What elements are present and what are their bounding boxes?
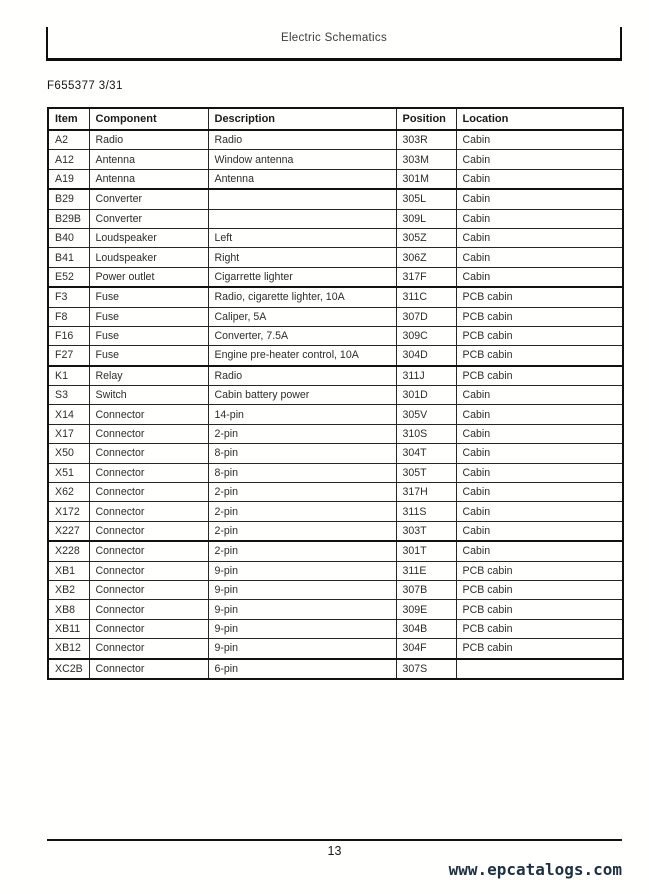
table-row: [48, 600, 623, 619]
cell-component: Fuse: [89, 287, 208, 307]
table-row: [48, 619, 623, 638]
cell-component: Radio: [89, 130, 208, 150]
cell-location: Cabin: [456, 169, 623, 189]
cell-location: PCB cabin: [456, 619, 623, 638]
cell-item: A12: [48, 150, 89, 169]
cell-location: Cabin: [456, 267, 623, 287]
cell-location: PCB cabin: [456, 307, 623, 326]
cell-description: Radio: [208, 366, 396, 386]
table-row: [48, 150, 623, 169]
cell-description: 9-pin: [208, 580, 396, 599]
cell-component: Fuse: [89, 346, 208, 366]
cell-location: Cabin: [456, 502, 623, 521]
cell-component: Switch: [89, 386, 208, 405]
cell-description: Window antenna: [208, 150, 396, 169]
table-row: [48, 386, 623, 405]
cell-location: PCB cabin: [456, 366, 623, 386]
cell-item: XC2B: [48, 659, 89, 679]
footer-divider: [47, 839, 622, 841]
table-row: [48, 639, 623, 659]
cell-position: 317H: [396, 483, 456, 502]
cell-position: 301D: [396, 386, 456, 405]
table-row: [48, 248, 623, 267]
table-row: [48, 307, 623, 326]
cell-component: Connector: [89, 463, 208, 482]
page-header: [46, 27, 622, 61]
table-row: [48, 130, 623, 150]
table-row: [48, 228, 623, 247]
col-header-position: Position: [396, 108, 456, 130]
col-header-location: Location: [456, 108, 623, 130]
cell-position: 305T: [396, 463, 456, 482]
cell-location: PCB cabin: [456, 561, 623, 580]
cell-component: Connector: [89, 502, 208, 521]
table-row: [48, 463, 623, 482]
table-row: [48, 326, 623, 345]
cell-component: Loudspeaker: [89, 248, 208, 267]
cell-item: XB8: [48, 600, 89, 619]
cell-item: A2: [48, 130, 89, 150]
cell-description: 2-pin: [208, 483, 396, 502]
cell-position: 307S: [396, 659, 456, 679]
cell-position: 305L: [396, 189, 456, 209]
cell-description: 2-pin: [208, 541, 396, 561]
cell-component: Connector: [89, 405, 208, 424]
cell-position: 311C: [396, 287, 456, 307]
cell-location: Cabin: [456, 150, 623, 169]
cell-description: 9-pin: [208, 619, 396, 638]
cell-position: 310S: [396, 424, 456, 443]
cell-item: F27: [48, 346, 89, 366]
cell-description: [208, 189, 396, 209]
cell-description: 8-pin: [208, 463, 396, 482]
cell-location: Cabin: [456, 483, 623, 502]
cell-position: 301T: [396, 541, 456, 561]
col-header-item: Item: [48, 108, 89, 130]
cell-position: 303T: [396, 521, 456, 541]
cell-description: 8-pin: [208, 444, 396, 463]
cell-description: Engine pre-heater control, 10A: [208, 346, 396, 366]
table-body: [48, 130, 623, 679]
cell-description: 2-pin: [208, 424, 396, 443]
doc-ref: F655377 3/31: [47, 80, 123, 92]
cell-item: B40: [48, 228, 89, 247]
cell-location: Cabin: [456, 521, 623, 541]
col-header-description: Description: [208, 108, 396, 130]
cell-item: B29B: [48, 209, 89, 228]
cell-location: Cabin: [456, 424, 623, 443]
cell-description: [208, 209, 396, 228]
cell-position: 303M: [396, 150, 456, 169]
cell-description: 9-pin: [208, 561, 396, 580]
cell-position: 304F: [396, 639, 456, 659]
cell-position: 301M: [396, 169, 456, 189]
cell-item: X228: [48, 541, 89, 561]
cell-component: Antenna: [89, 150, 208, 169]
cell-position: 304D: [396, 346, 456, 366]
cell-position: 307D: [396, 307, 456, 326]
cell-description: 6-pin: [208, 659, 396, 679]
cell-item: X51: [48, 463, 89, 482]
cell-item: X62: [48, 483, 89, 502]
cell-location: Cabin: [456, 405, 623, 424]
table-row: [48, 541, 623, 561]
cell-location: PCB cabin: [456, 580, 623, 599]
cell-description: Cabin battery power: [208, 386, 396, 405]
table-row: [48, 424, 623, 443]
cell-description: 2-pin: [208, 521, 396, 541]
cell-position: 303R: [396, 130, 456, 150]
cell-position: 306Z: [396, 248, 456, 267]
table-row: [48, 502, 623, 521]
cell-position: 309C: [396, 326, 456, 345]
cell-position: 304T: [396, 444, 456, 463]
table-header-row: [48, 108, 623, 130]
cell-component: Antenna: [89, 169, 208, 189]
cell-position: 304B: [396, 619, 456, 638]
table-row: [48, 287, 623, 307]
cell-item: XB1: [48, 561, 89, 580]
cell-location: PCB cabin: [456, 639, 623, 659]
table-row: [48, 444, 623, 463]
cell-location: Cabin: [456, 386, 623, 405]
cell-item: XB11: [48, 619, 89, 638]
cell-description: Caliper, 5A: [208, 307, 396, 326]
watermark-link[interactable]: www.epcatalogs.com: [448, 860, 622, 879]
cell-component: Power outlet: [89, 267, 208, 287]
cell-location: Cabin: [456, 463, 623, 482]
header-title: Electric Schematics: [280, 32, 388, 44]
cell-component: Connector: [89, 619, 208, 638]
table-row: [48, 483, 623, 502]
cell-location: PCB cabin: [456, 326, 623, 345]
cell-description: Radio: [208, 130, 396, 150]
cell-component: Fuse: [89, 326, 208, 345]
table-row: [48, 189, 623, 209]
components-table: [47, 107, 624, 680]
table-row: [48, 209, 623, 228]
cell-item: F8: [48, 307, 89, 326]
cell-position: 305V: [396, 405, 456, 424]
cell-item: E52: [48, 267, 89, 287]
cell-description: Radio, cigarette lighter, 10A: [208, 287, 396, 307]
cell-item: B29: [48, 189, 89, 209]
cell-position: 317F: [396, 267, 456, 287]
cell-location: [456, 659, 623, 679]
table-row: [48, 561, 623, 580]
cell-component: Converter: [89, 209, 208, 228]
cell-component: Connector: [89, 639, 208, 659]
table-row: [48, 521, 623, 541]
cell-component: Connector: [89, 424, 208, 443]
cell-item: X50: [48, 444, 89, 463]
cell-position: 309E: [396, 600, 456, 619]
cell-description: 9-pin: [208, 639, 396, 659]
page-number: 13: [327, 844, 342, 858]
cell-position: 311S: [396, 502, 456, 521]
cell-component: Connector: [89, 600, 208, 619]
cell-location: PCB cabin: [456, 287, 623, 307]
table-row: [48, 659, 623, 679]
cell-component: Converter: [89, 189, 208, 209]
cell-location: PCB cabin: [456, 346, 623, 366]
cell-description: 2-pin: [208, 502, 396, 521]
cell-location: Cabin: [456, 130, 623, 150]
cell-description: 14-pin: [208, 405, 396, 424]
cell-item: XB12: [48, 639, 89, 659]
table-row: [48, 580, 623, 599]
cell-item: B41: [48, 248, 89, 267]
cell-item: A19: [48, 169, 89, 189]
cell-component: Loudspeaker: [89, 228, 208, 247]
cell-location: Cabin: [456, 228, 623, 247]
cell-position: 311E: [396, 561, 456, 580]
cell-location: PCB cabin: [456, 600, 623, 619]
cell-position: 305Z: [396, 228, 456, 247]
cell-position: 307B: [396, 580, 456, 599]
cell-item: F3: [48, 287, 89, 307]
cell-component: Connector: [89, 561, 208, 580]
table-row: [48, 346, 623, 366]
cell-description: Left: [208, 228, 396, 247]
cell-description: Converter, 7.5A: [208, 326, 396, 345]
cell-description: Antenna: [208, 169, 396, 189]
cell-item: X172: [48, 502, 89, 521]
table-row: [48, 267, 623, 287]
cell-location: Cabin: [456, 541, 623, 561]
cell-item: X17: [48, 424, 89, 443]
cell-component: Connector: [89, 541, 208, 561]
table-row: [48, 405, 623, 424]
cell-location: Cabin: [456, 248, 623, 267]
cell-item: X14: [48, 405, 89, 424]
cell-item: K1: [48, 366, 89, 386]
col-header-component: Component: [89, 108, 208, 130]
cell-position: 309L: [396, 209, 456, 228]
cell-component: Connector: [89, 521, 208, 541]
cell-location: Cabin: [456, 444, 623, 463]
table-row: [48, 169, 623, 189]
cell-component: Connector: [89, 580, 208, 599]
cell-component: Connector: [89, 483, 208, 502]
cell-description: 9-pin: [208, 600, 396, 619]
cell-description: Right: [208, 248, 396, 267]
cell-item: XB2: [48, 580, 89, 599]
cell-location: Cabin: [456, 189, 623, 209]
cell-location: Cabin: [456, 209, 623, 228]
cell-component: Fuse: [89, 307, 208, 326]
cell-item: S3: [48, 386, 89, 405]
cell-component: Relay: [89, 366, 208, 386]
cell-item: X227: [48, 521, 89, 541]
cell-component: Connector: [89, 659, 208, 679]
table-row: [48, 366, 623, 386]
cell-item: F16: [48, 326, 89, 345]
cell-position: 311J: [396, 366, 456, 386]
cell-component: Connector: [89, 444, 208, 463]
cell-description: Cigarrette lighter: [208, 267, 396, 287]
